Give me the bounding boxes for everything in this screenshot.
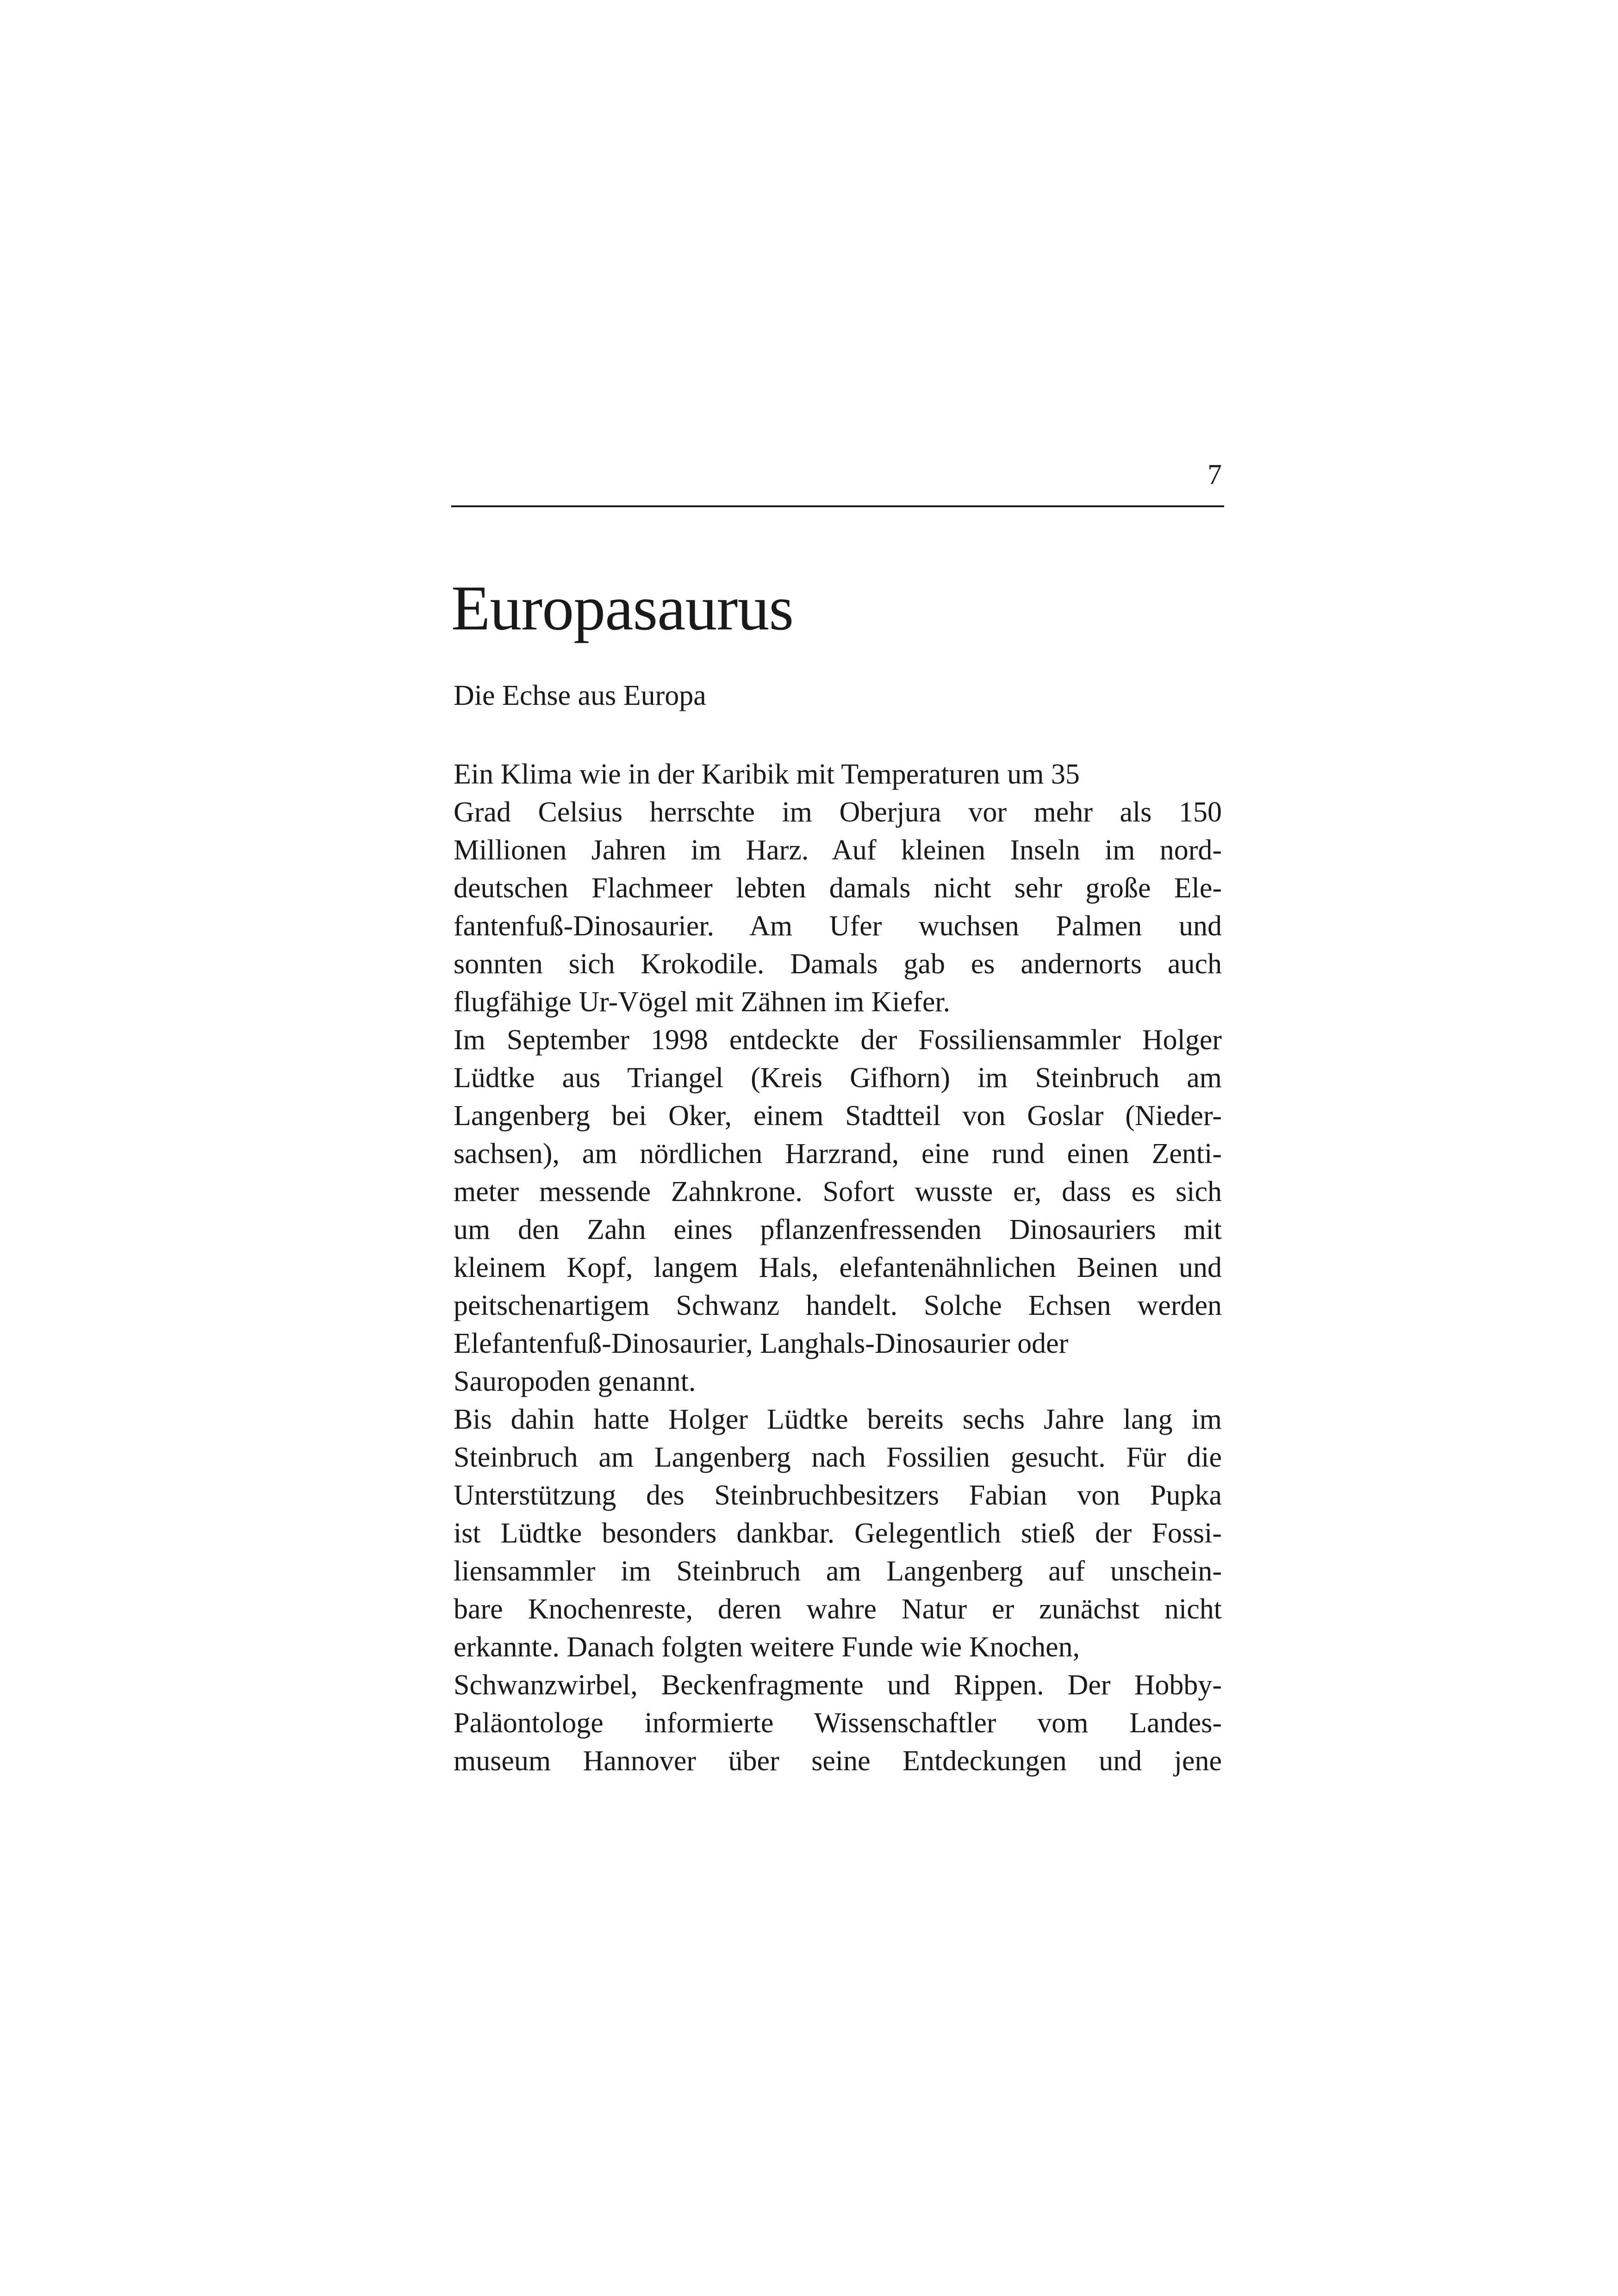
- header-rule: [451, 505, 1224, 507]
- text-line: Steinbruch am Langenberg nach Fossilien gesucht. Für die: [454, 1442, 1222, 1473]
- text-line: Paläontologe informierte Wissenschaftler vom Landes-: [454, 1707, 1222, 1739]
- text-line: Lüdtke aus Triangel (Kreis Gifhorn) im Steinbruch am: [454, 1062, 1222, 1094]
- body-text: [454, 755, 1222, 1780]
- text-line: Elefantenfuß-Dinosaurier, Langhals-Dinosaurier oder: [454, 1328, 1069, 1359]
- text-line: um den Zahn eines pflanzenfressenden Dinosauriers mit: [454, 1214, 1222, 1245]
- text-line: bare Knochenreste, deren wahre Natur er zunächst nicht: [454, 1593, 1222, 1625]
- text-line: liensammler im Steinbruch am Langenberg auf unschein-: [454, 1556, 1222, 1587]
- text-line: sachsen), am nördlichen Harzrand, eine rund einen Zenti-: [454, 1138, 1222, 1170]
- text-line: ist Lüdtke besonders dankbar. Gelegentlich stieß der Fossi-: [454, 1518, 1222, 1549]
- text-line: Grad Celsius herrschte im Oberjura vor mehr als 150: [454, 796, 1222, 828]
- text-line: Bis dahin hatte Holger Lüdtke bereits sechs Jahre lang im: [454, 1404, 1222, 1435]
- chapter-title: Europasaurus: [451, 572, 794, 643]
- text-line: Langenberg bei Oker, einem Stadtteil von Goslar (Nieder-: [454, 1100, 1222, 1132]
- chapter-subtitle: Die Echse aus Europa: [454, 680, 706, 711]
- text-line: flugfähige Ur-Vögel mit Zähnen im Kiefer.: [454, 986, 951, 1018]
- text-line: erkannte. Danach folgten weitere Funde wie Knochen,: [454, 1631, 1080, 1663]
- text-line: Im September 1998 entdeckte der Fossiliensammler Holger: [454, 1024, 1222, 1056]
- text-line: Schwanzwirbel, Beckenfragmente und Rippen. Der Hobby-: [454, 1669, 1222, 1701]
- text-line: deutschen Flachmeer lebten damals nicht sehr große Ele-: [454, 872, 1222, 904]
- text-line: sonnten sich Krokodile. Damals gab es andernorts auch: [454, 948, 1222, 980]
- text-line: fantenfuß-Dinosaurier. Am Ufer wuchsen Palmen und: [454, 910, 1222, 942]
- text-line: Sauropoden genannt.: [454, 1366, 696, 1397]
- text-line: peitschenartigem Schwanz handelt. Solche Echsen werden: [454, 1290, 1222, 1321]
- text-line: Ein Klima wie in der Karibik mit Temperaturen um 35: [454, 759, 1080, 790]
- text-line: museum Hannover über seine Entdeckungen und jene: [454, 1745, 1222, 1777]
- text-line: kleinem Kopf, langem Hals, elefantenähnlichen Beinen und: [454, 1252, 1222, 1283]
- page-number: 7: [1207, 459, 1222, 491]
- text-line: Millionen Jahren im Harz. Auf kleinen Inseln im nord-: [454, 834, 1222, 866]
- text-line: Unterstützung des Steinbruchbesitzers Fabian von Pupka: [454, 1480, 1222, 1511]
- text-line: meter messende Zahnkrone. Sofort wusste er, dass es sich: [454, 1176, 1222, 1207]
